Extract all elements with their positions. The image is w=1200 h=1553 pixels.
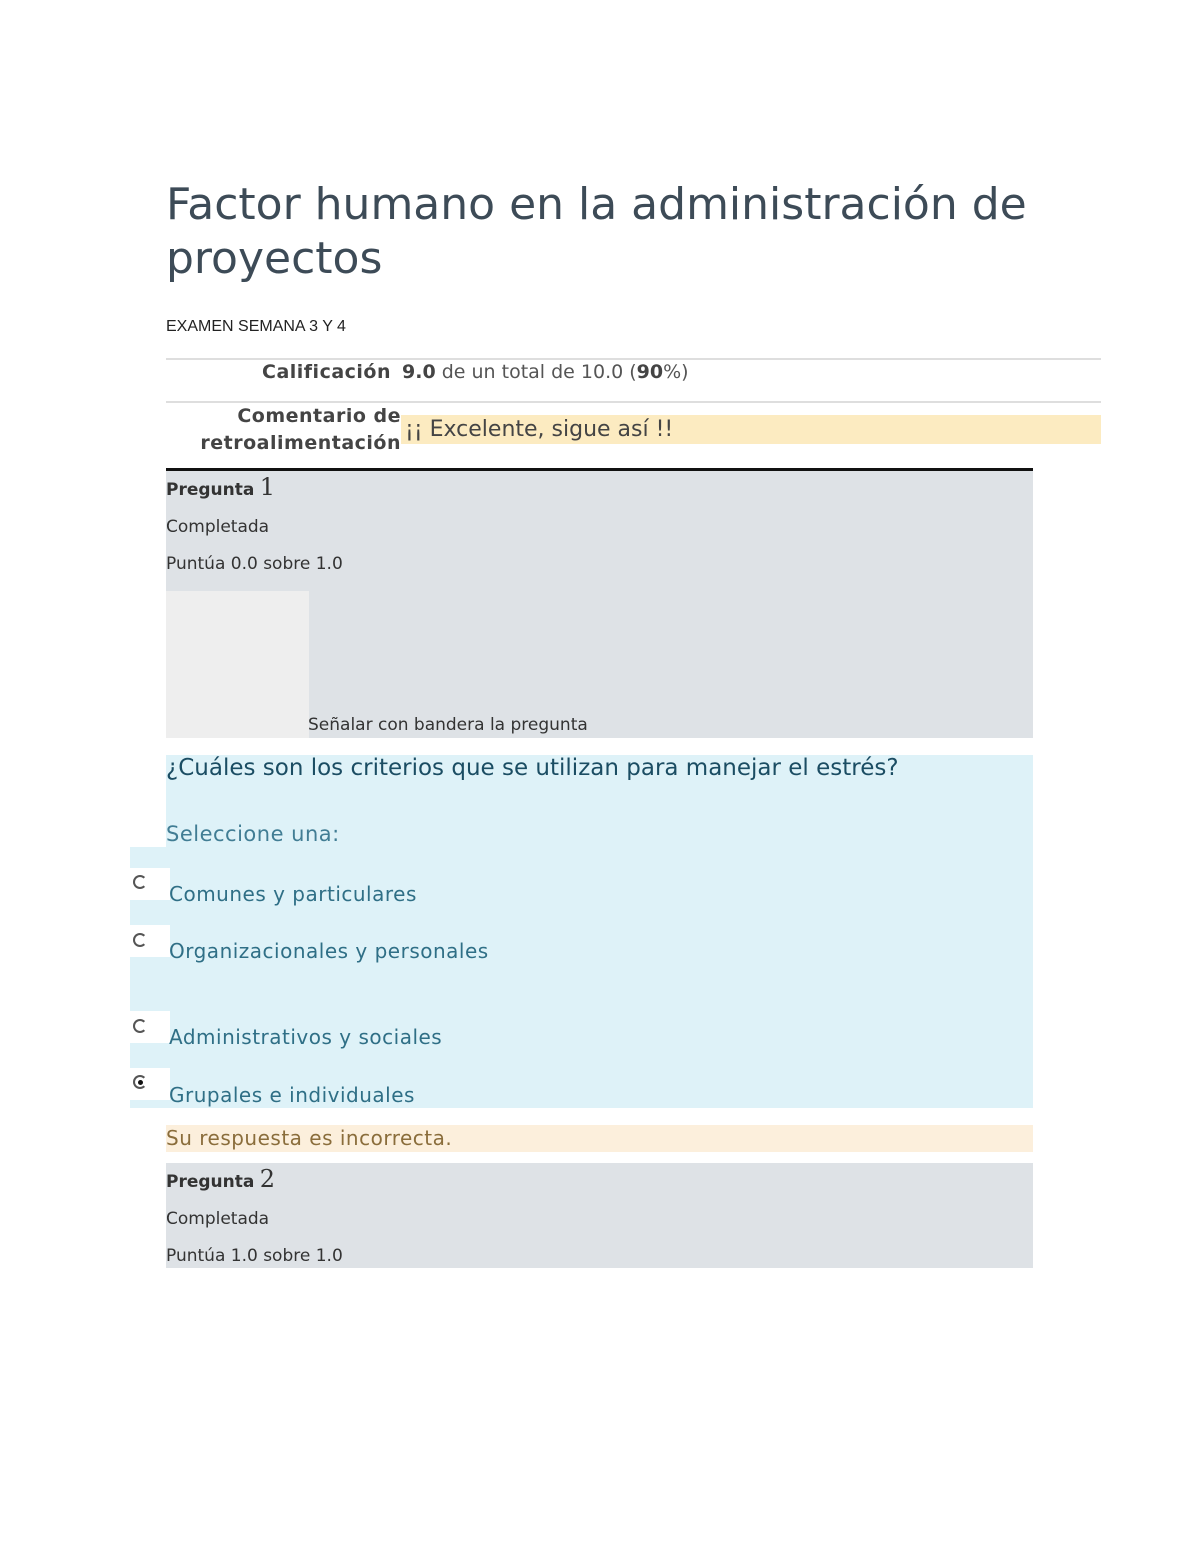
grade-percent-sign: %) — [663, 361, 689, 383]
question-info-1 — [166, 471, 1033, 738]
feedback-label: Comentario de retroalimentación — [200, 405, 401, 454]
question-heading — [166, 473, 275, 501]
exam-subtitle: EXAMEN SEMANA 3 Y 4 — [166, 318, 346, 335]
question-info-2 — [166, 1163, 1033, 1268]
grade-label: Calificación — [262, 361, 392, 383]
radio-option-2[interactable] — [133, 933, 147, 947]
question-state: Completada — [166, 1209, 270, 1229]
grade-value — [402, 361, 689, 383]
flag-question-link[interactable]: Señalar con bandera la pregunta — [308, 715, 588, 735]
radio-option-4-selected[interactable] — [133, 1075, 147, 1089]
grade-total: de un total de 10.0 ( — [435, 361, 637, 383]
question-number: 2 — [259, 1165, 276, 1193]
select-prompt: Seleccione una: — [166, 822, 340, 846]
question-label: Pregunta — [166, 1172, 255, 1192]
question-number: 1 — [259, 473, 276, 501]
grade-score: 9.0 — [402, 361, 436, 383]
radio-option-3[interactable] — [133, 1019, 147, 1033]
page-title: Factor humano en la administración de proyectos — [166, 179, 1027, 284]
question-content — [166, 755, 1033, 1108]
option-label-1[interactable]: Comunes y particulares — [169, 882, 417, 906]
question-score: Puntúa 0.0 sobre 1.0 — [166, 554, 343, 574]
option-label-2[interactable]: Organizacionales y personales — [169, 939, 489, 963]
radio-selected-dot — [138, 1080, 143, 1085]
question-heading — [166, 1165, 275, 1193]
divider — [166, 358, 1101, 360]
question-label: Pregunta — [166, 480, 255, 500]
result-message: Su respuesta es incorrecta. — [166, 1125, 1033, 1152]
option-label-3[interactable]: Administrativos y sociales — [169, 1025, 443, 1049]
question-score: Puntúa 1.0 sobre 1.0 — [166, 1246, 343, 1266]
radio-option-1[interactable] — [133, 875, 147, 889]
option-label-4[interactable]: Grupales e individuales — [169, 1083, 415, 1107]
grade-percent: 90 — [636, 361, 664, 383]
question-state: Completada — [166, 517, 270, 537]
question-text: ¿Cuáles son los criterios que se utilizan para manejar el estrés? — [166, 755, 899, 781]
flag-icon[interactable] — [166, 591, 309, 738]
feedback-text: ¡¡ Excelente, sigue así !! — [401, 415, 1101, 444]
